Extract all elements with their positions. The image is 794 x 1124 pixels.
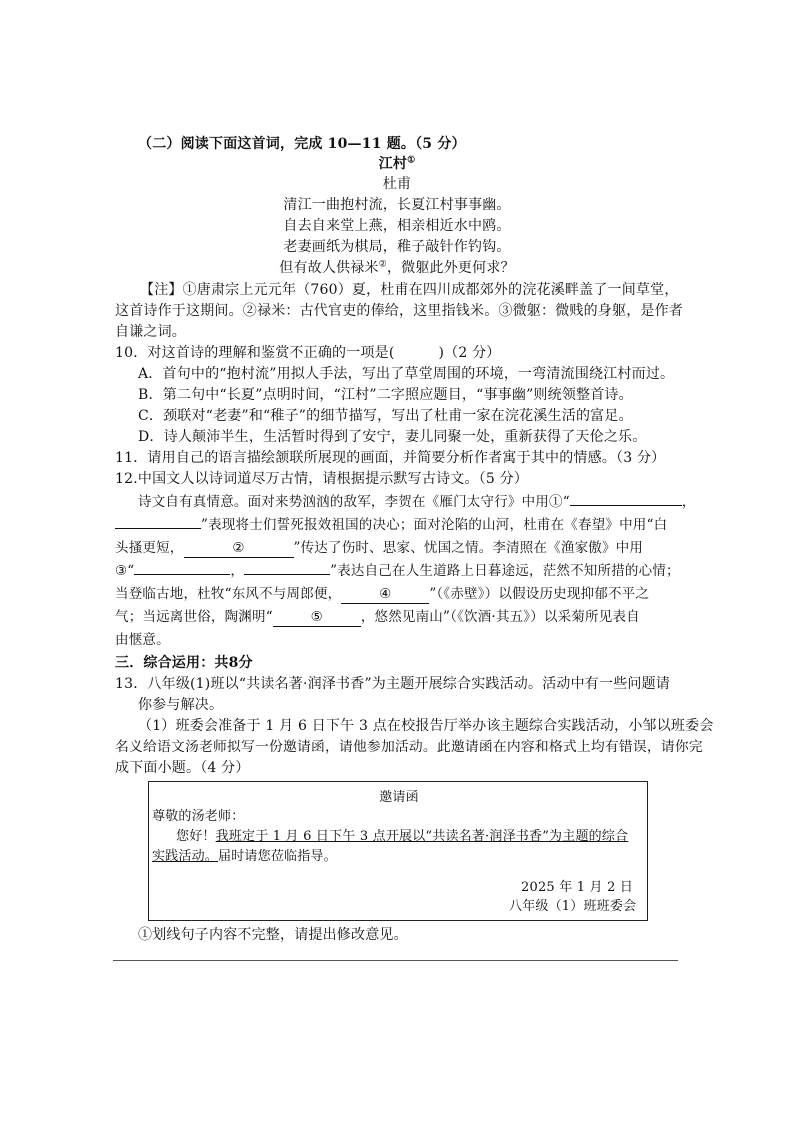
letter-body-2-underlined: 实践活动。 — [152, 849, 219, 864]
q12-blank-5[interactable]: ⑤ — [273, 609, 361, 627]
q13-sub1-line-2: 名义给语文汤老师拟写一份邀请函，请他参加活动。此邀请函在内容和格式上均有错误，请你完 — [115, 739, 703, 755]
letter-body-2 — [152, 847, 337, 867]
letter-body-1-underlined: 我班定于 1 月 6 日下午 3 点开展以“共读名著·润泽书香”为主题的综合 — [215, 829, 629, 844]
q10-stem-a: 10．对这首诗的理解和鉴赏不正确的一项是( — [115, 345, 395, 361]
q12-blank-4[interactable]: ④ — [341, 586, 429, 604]
q10-option-a: A．首句中的“抱村流”用拟人手法，写出了草堂周围的环境，一弯清流围绕江村而过。 — [138, 366, 675, 382]
q12-blank-3a[interactable] — [134, 574, 230, 575]
letter-body-1 — [176, 827, 628, 847]
q12-line-6 — [115, 607, 640, 627]
q13-sub1-line-3: 成下面小题。（4 分） — [115, 760, 250, 776]
letter-body-1-plain: 您好！ — [176, 829, 216, 844]
q12-line-5-b: ”（《赤壁》）以假设历史现抑郁不平之 — [429, 586, 650, 602]
q12-line-4 — [115, 561, 680, 581]
poem-author: 杜甫 — [382, 176, 412, 192]
q12-line-3-b: ”传达了伤时、思家、忧国之情。李清照在《渔家傲》中用 — [293, 540, 644, 556]
q12-line-6-b: ，悠然见南山”（《饮酒·其五》）以采菊所见表自 — [360, 609, 640, 625]
q12-line-3-a: 头搔更短， — [115, 540, 184, 556]
q12-stem: 12.中国文人以诗词道尽万古情，请根据提示默写古诗文。（5 分） — [115, 471, 529, 487]
poem-title-note: ① — [407, 155, 416, 166]
q13-stem-1: 13．八年级(1)班以“共读名著·润泽书香”为主题开展综合实践活动。活动中有一些问题请 — [115, 676, 671, 692]
letter-greeting: 尊敬的汤老师： — [152, 809, 245, 824]
section2-heading: （二）阅读下面这首词，完成 10—11 题。（5 分） — [138, 136, 466, 152]
q12-line-2 — [115, 515, 667, 535]
q12-line-6-a: 气；当远离世俗，陶渊明“ — [115, 609, 273, 625]
q13-stem-2: 你参与解决。 — [138, 697, 224, 713]
poem-line-1: 清江一曲抱村流，长夏江村事事幽。 — [283, 197, 511, 213]
q13-sub1-line-1: （1）班委会准备于 1 月 6 日下午 3 点在校报告厅举办该主题综合实践活动，小邹以班委会 — [138, 718, 714, 734]
q10-stem — [115, 343, 501, 363]
invitation-letter-box — [148, 781, 648, 921]
poem-line-4-a: 但有故人供禄米 — [279, 260, 379, 276]
poem-line-4-b: ，微躯此外更何求？ — [386, 260, 515, 276]
q12-line-1-a: 诗文自有真情意。面对来势汹汹的敌军，李贺在《雁门太守行》中用①“ — [138, 494, 570, 510]
poem-line-4-note: ② — [378, 259, 387, 270]
poem-line-2: 自去自来堂上燕，相亲相近水中鸥。 — [283, 218, 511, 234]
letter-title: 邀请函 — [379, 790, 419, 805]
annotation-line-1: 【注】①唐肃宗上元元年（760）夏，杜甫在四川成都郊外的浣花溪畔盖了一间草堂， — [140, 282, 679, 298]
q11-stem: 11．请用自己的语言描绘颔联所展现的画面，并简要分析作者寓于其中的情感。（3 分） — [115, 450, 666, 466]
q12-line-7: 由惬意。 — [115, 632, 170, 648]
q10-option-c: C．颈联对“老妻”和“稚子”的细节描写，写出了杜甫一家在浣花溪生活的富足。 — [138, 408, 633, 424]
q12-line-4-a: ③“ — [115, 563, 135, 579]
q12-line-5 — [115, 584, 649, 604]
q12-line-4-b: ， — [230, 563, 245, 579]
q12-blank-1b[interactable] — [115, 528, 201, 529]
poem-line-4 — [0, 258, 794, 278]
poem-line-3: 老妻画纸为棋局，稚子敲针作钓钩。 — [283, 239, 511, 255]
q12-line-5-a: 当登临古地，杜牧“东风不与周郎便， — [115, 586, 342, 602]
q13-item-1: ①划线句子内容不完整，请提出修改意见。 — [138, 927, 408, 943]
q12-line-1-b: ， — [681, 494, 696, 510]
q10-stem-b: )（2 分） — [438, 345, 501, 361]
section3-heading: 三．综合运用：共8分 — [115, 655, 253, 671]
annotation-line-3: 自谦之词。 — [115, 324, 186, 340]
q10-option-b: B．第二句中“长夏”点明时间，“江村”二字照应题目，“事事幽”则统领整首诗。 — [138, 387, 633, 403]
poem-title-text: 江村 — [378, 156, 408, 172]
q12-line-4-c: ”表达自己在人生道路上日暮途远，茫然不知所措的心情； — [330, 563, 680, 579]
annotation-line-2: 这首诗作于这期间。②禄米：古代官吏的俸给，这里指钱米。③微躯：微贱的身躯，是作者 — [115, 303, 683, 319]
q12-line-1 — [138, 492, 696, 512]
letter-body-2-plain: 届时请您莅临指导。 — [218, 849, 337, 864]
q12-blank-3b[interactable] — [244, 574, 330, 575]
q12-line-2-a: ”表现将士们誓死报效祖国的决心；面对沦陷的山河，杜甫在《春望》中用“白 — [201, 517, 668, 533]
answer-line[interactable] — [113, 960, 678, 961]
q12-blank-2[interactable]: ② — [184, 540, 294, 558]
q12-blank-1a[interactable] — [570, 505, 682, 506]
q12-line-3 — [115, 538, 643, 558]
letter-date: 2025 年 1 月 2 日 — [521, 880, 634, 895]
q10-option-d: D．诗人颠沛半生，生活暂时得到了安宁，妻儿同聚一处，重新获得了天伦之乐。 — [138, 429, 647, 445]
letter-signature: 八年级（1）班班委会 — [509, 899, 637, 914]
poem-title — [0, 154, 794, 174]
